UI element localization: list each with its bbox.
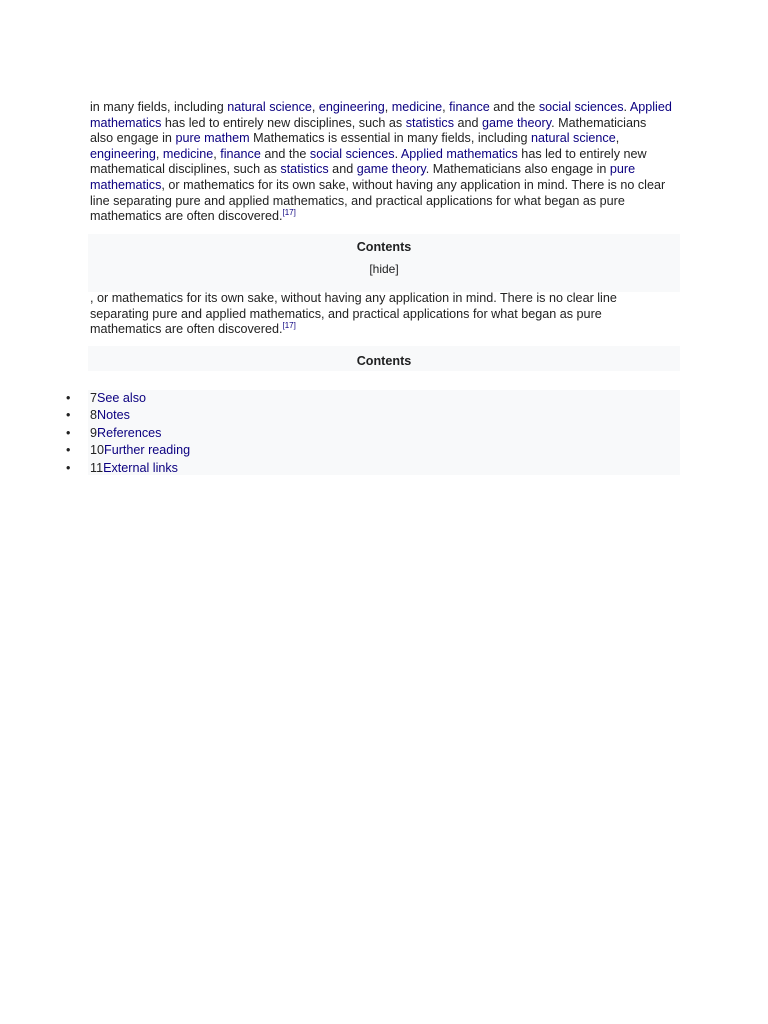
toc-box-secondary (88, 346, 680, 371)
toc-number: 11 (90, 460, 104, 475)
inline-link[interactable]: pure mathem (175, 131, 250, 146)
citation-link[interactable] (283, 322, 296, 336)
paragraph-text: and (454, 115, 483, 130)
toc-list-item (0, 442, 190, 459)
toc-link[interactable]: Notes (97, 408, 130, 423)
paragraph-text: , (442, 100, 450, 114)
paragraph-text: , (615, 131, 620, 146)
paragraph-text: . Mathematicians also engage in (90, 115, 647, 146)
body-paragraph-2 (90, 291, 672, 338)
inline-link[interactable]: engineering (318, 100, 385, 114)
paragraph-text: Mathematics is essential in many fields, including (249, 131, 532, 146)
inline-link[interactable]: social sciences (538, 100, 624, 114)
toc-hide-toggle[interactable]: [hide] (369, 262, 399, 276)
paragraph-text: has led to entirely new mathematical disciplines, such as (90, 146, 647, 177)
toc-list (0, 390, 190, 477)
toc-list-item (0, 390, 190, 407)
paragraph-text: . (623, 100, 630, 114)
bullet-icon: • (66, 460, 71, 475)
toc-list-item (0, 425, 190, 442)
inline-link[interactable]: Applied mathematics (90, 100, 672, 130)
bullet-icon: • (66, 425, 71, 440)
toc-link[interactable]: See also (97, 391, 147, 405)
inline-link[interactable]: game theory (482, 115, 552, 130)
inline-link[interactable]: natural science (531, 131, 616, 146)
citation-link[interactable] (283, 209, 296, 223)
toc-number: 10 (90, 443, 105, 458)
inline-link[interactable]: engineering (90, 146, 156, 161)
inline-link[interactable]: statistics (405, 115, 454, 130)
paragraph-text: and the (260, 146, 310, 161)
paragraph-text: , or mathematics for its own sake, without having any application in mind. There is no clear line separating pure and applied mathematics, and practical applications for what began as pure mathematics are often discovered. (90, 291, 617, 337)
citation-superscript[interactable]: [17] (282, 207, 296, 217)
toc-list-item (0, 460, 190, 477)
paragraph-text: has led to entirely new disciplines, such as (161, 115, 406, 130)
body-paragraph-1 (90, 100, 672, 225)
paragraph-text: , (155, 146, 163, 161)
toc-title: Contents (356, 240, 412, 254)
inline-link[interactable]: game theory (356, 162, 426, 177)
toc-number: 9 (90, 425, 98, 440)
paragraph-text: , (213, 146, 221, 161)
toc-number: 7 (90, 391, 98, 405)
bullet-icon: • (66, 408, 71, 423)
inline-link[interactable]: medicine (391, 100, 443, 114)
paragraph-text: , or mathematics for its own sake, without having any application in mind. There is no clear line separating pure and applied mathematics, and practical applications for what began as pure mathematics are often discovered. (90, 177, 666, 224)
toc-number: 8 (90, 408, 98, 423)
paragraph-text: . Mathematicians also engage in (425, 162, 610, 177)
inline-link[interactable]: pure mathematics (90, 162, 636, 192)
toc-title-secondary: Contents (356, 354, 412, 368)
toc-link[interactable]: References (97, 425, 162, 440)
paragraph-text: and (328, 162, 357, 177)
paragraph-text: in many fields, including (90, 100, 228, 114)
inline-link[interactable]: social sciences (309, 146, 395, 161)
bullet-icon: • (66, 443, 71, 458)
toc-link[interactable]: External links (103, 460, 178, 475)
inline-link[interactable]: finance (220, 146, 261, 161)
paragraph-text: and the (489, 100, 539, 114)
inline-link[interactable]: Applied mathematics (400, 146, 518, 161)
paragraph-text: , (311, 100, 319, 114)
inline-link[interactable]: natural science (227, 100, 312, 114)
citation-superscript[interactable]: [17] (282, 321, 296, 330)
paragraph-text: . (394, 146, 401, 161)
toc-list-item (0, 407, 190, 424)
toc-link[interactable]: Further reading (104, 443, 191, 458)
paragraph-text: , (384, 100, 392, 114)
bullet-icon: • (66, 391, 71, 405)
inline-link[interactable]: finance (449, 100, 490, 114)
toc-box (88, 234, 680, 292)
inline-link[interactable]: medicine (162, 146, 214, 161)
inline-link[interactable]: statistics (280, 162, 329, 177)
